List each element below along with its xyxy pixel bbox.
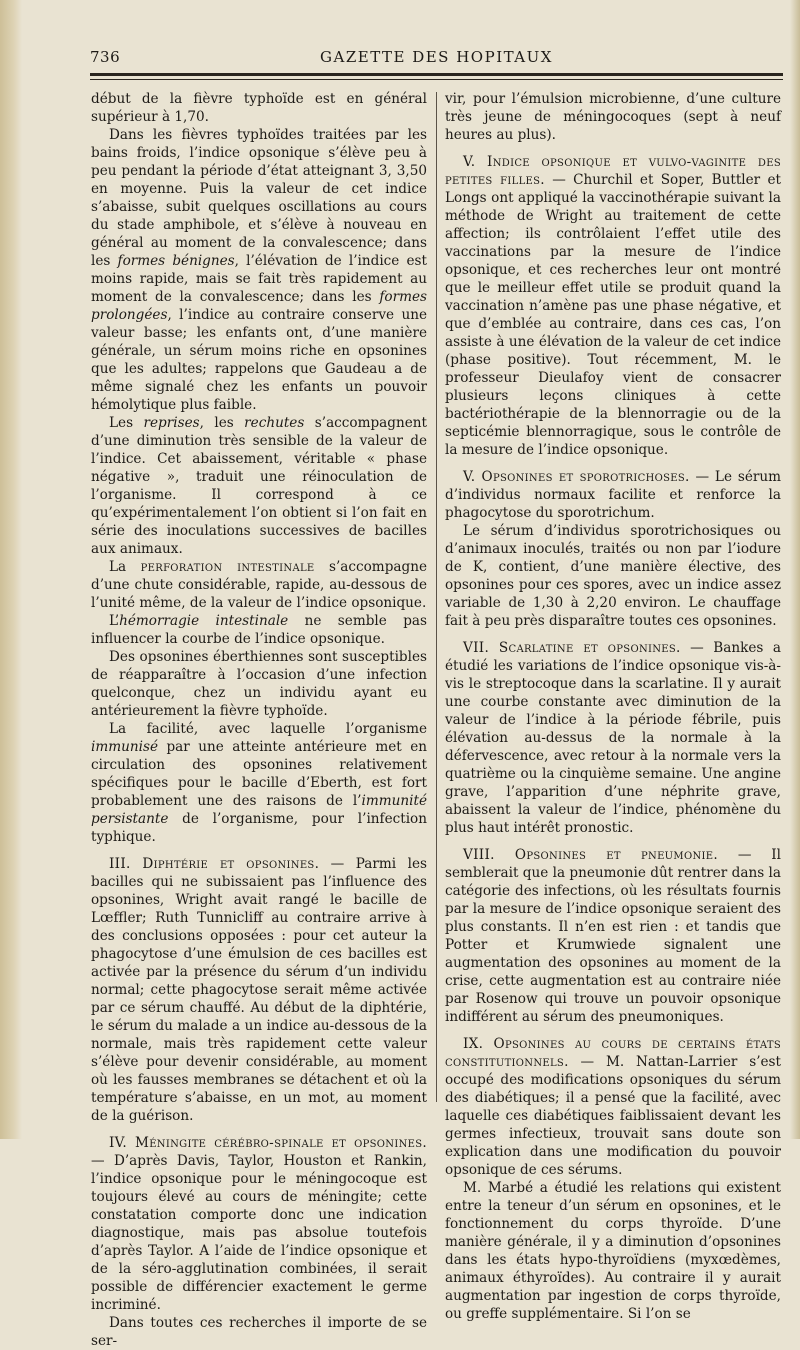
section-vulvovaginitis: V. Indice opsonique et vulvo-vaginite des petites filles. — Churchil et Soper, Buttler et Longs ont appliqué la vaccinothérapie suivant la méthode de Wright au traitement de cette affection; ils contrôlaient l’effet utile des vaccinations par la mesure de l’indice opsonique, et ces recherches leur ont montré que le meilleur effet utile se produit quand la vaccination n’amène pas une phase négative, et que d’emblée au contraire, dans ces cas, l’on assiste à une élévation de la valeur de cet indice (phase positive). Tout récemment, M. le professeur Dieulafoy vient de consacrer plusieurs leçons cliniques à cette bactériothérapie de la blennorragie ou de la septicémie blennorragique, sous le contrôle de la mesure de l’indice opsonique. (445, 154, 781, 458)
paragraph: La facilité, avec laquelle l’organisme immunisé par une atteinte antérieure met en circulation des opsonines relativement spécifiques pour le bacille d’Eberth, est fort probablement une des raisons de l’immunité persistante de l’organisme, pour l’infection typhique. (91, 721, 427, 845)
page-edge-shadow (790, 0, 800, 1139)
section-heading: III. Diphtérie et opsonines. (109, 856, 320, 872)
emphasis: hémorragie intestinale (119, 613, 289, 629)
paragraph: Dans les fièvres typhoïdes traitées par les bains froids, l’indice opsonique s’élève peu à peu pendant la période d’état atteignant 3, 3,50 en moyenne. Puis la valeur de cet indice s’abaisse, subit quelques oscillations au cours du stade amphibole, et s’élève à nouveau en général au moment de la convalescence; dans les formes bénignes, l’élévation de l’indice est moins rapide, mais se fait très rapidement au moment de la convalescence; dans les formes prolongées, l’indice au contraire conserve une valeur basse; les enfants ont, d’une manière générale, un sérum moins riche en opsonines que les adultes; rappelons que Gaudeau a de même signalé chez les enfants un pouvoir hémolytique plus faible. (91, 127, 427, 413)
section-scarlet-fever: VII. Scarlatine et opsonines. — Bankes a étudié les variations de l’indice opsonique vis-à-vis le streptocoque dans la scarlatine. Il y aurait une courbe constante avec diminution de la valeur de l’indice à la période fébrile, puis élévation au-dessus de la normale à la défervescence, avec retour à la normale vers la quatrième ou la cinquième semaine. Une angine grave, l’apparition d’une néphrite grave, abaissent la valeur de l’indice, phénomène du plus haut intérêt pronostic. (445, 640, 781, 836)
left-column (91, 90, 427, 1350)
section-constitutional-states: IX. Opsonines au cours de certains états constitutionnels. — M. Nattan-Larrier s’est occupé des modifications opsoniques du sérum des diabétiques; il a pensé que la facilité, avec laquelle ces diabétiques faiblissaient devant les germes infectieux, trouvait sans doute son explication dans une modification du pouvoir opsonique de ces sérums. (445, 1036, 781, 1178)
paragraph: début de la fièvre typhoïde est en général supérieur à 1,70. (91, 91, 427, 125)
header-rule-thick (90, 73, 783, 76)
emphasis: formes prolongées (91, 289, 427, 323)
section-heading: VII. Scarlatine et opsonines. (463, 640, 681, 656)
right-column (445, 90, 781, 1323)
section-heading: IV. Méningite cérébro-spinale et opsonines. (109, 1135, 427, 1151)
emphasis: immunité persistante (91, 793, 427, 827)
section-heading: IX. Opsonines au cours de certains états constitutionnels. (445, 1036, 781, 1070)
section-heading: V. Indice opsonique et vulvo-vaginite des petites filles. (445, 154, 781, 188)
paragraph: M. Marbé a étudié les relations qui existent entre la teneur d’un sérum en opsonines, et le fonctionnement du corps thyroïde. D’une manière générale, il y a diminution d’opsonines dans les états hypo-thyroïdiens (myxœdèmes, animaux éthyroïdes). Au contraire il y aurait augmentation par ingestion de corps thyroïde, ou greffe supplémentaire. Si l’on se (445, 1180, 781, 1322)
emphasis: reprises (143, 415, 200, 431)
emphasis: formes bénignes (117, 253, 235, 269)
section-diphtheria: III. Diphtérie et opsonines. — Parmi les bacilles qui ne subissaient pas l’influence des opsonines, Wright avait rangé le bacille de Lœffler; Ruth Tunnicliff au contraire arrive à des conclusions opposées : pour cet auteur la phagocytose d’une émulsion de ces bacilles est activée par la présence du sérum d’un individu normal; cette phagocytose serait même activée par ce sérum chauffé. Au début de la diphtérie, le sérum du malade a un indice au-dessous de la normale, mais très rapidement cette valeur s’élève pour devenir considérable, au moment où les fausses membranes se détachent et où la température s’abaisse, en un mot, au moment de la guérison. (91, 856, 427, 1124)
page-header (90, 42, 783, 68)
emphasis: immunisé (91, 739, 159, 755)
paragraph: La perforation intestinale s’accompagne d’une chute considérable, rapide, au-dessous de l’unité même, de la valeur de l’indice opsonique. (91, 559, 427, 611)
small-caps-term: perforation intestinale (140, 559, 315, 575)
paragraph: vir, pour l’émulsion microbienne, d’une culture très jeune de méningocoques (sept à neuf heures au plus). (445, 91, 781, 143)
section-heading: VIII. Opsonines et pneumonie. (463, 847, 718, 863)
paragraph: Le sérum d’individus sporotrichosiques ou d’animaux inoculés, traités ou non par l’iodure de K, contient, d’une manière élective, des opsonines pour ces spores, avec un indice assez variable de 1,30 à 2,20 environ. Le chauffage fait à peu près disparaître toutes ces opsonines. (445, 523, 781, 629)
section-sporotrichosis: V. Opsonines et sporotrichoses. — Le sérum d’individus normaux facilite et renforce la phagocytose du sporotrichum. (445, 469, 782, 521)
paragraph: L’hémorragie intestinale ne semble pas influencer la courbe de l’indice opsonique. (91, 613, 427, 647)
header-rule-thin (90, 79, 783, 80)
column-divider (436, 92, 437, 1102)
page-binding-shadow (0, 0, 22, 1139)
section-heading: V. Opsonines et sporotrichoses. (463, 469, 690, 485)
paragraph: Dans toutes ces recherches il importe de se ser- (91, 1315, 427, 1349)
emphasis: rechutes (244, 415, 305, 431)
paragraph: Des opsonines éberthiennes sont susceptibles de réapparaître à l’occasion d’une infection quelconque, chez un individu ayant eu antérieurement la fièvre typhoïde. (91, 649, 427, 719)
paragraph: Les reprises, les rechutes s’accompagnent d’une diminution très sensible de la valeur de l’indice. Cet abaissement, véritable « phase négative », traduit une réinoculation de l’organisme. Il correspond à ce qu’expérimentalement l’on obtient si l’on fait en série des inoculations successives de bacilles aux animaux. (91, 415, 427, 557)
journal-title: GAZETTE DES HOPITAUX (320, 48, 553, 66)
section-meningitis: IV. Méningite cérébro-spinale et opsonines. — D’après Davis, Taylor, Houston et Rankin, l’indice opsonique pour le méningocoque est toujours élevé au cours de méningite; cette constatation comporte donc une indication diagnostique, mais pas absolue toutefois d’après Taylor. A l’aide de l’indice opsonique et de la séro-agglutination combinées, il serait possible de différencier exactement le germe incriminé. (91, 1135, 427, 1313)
page-number: 736 (90, 48, 121, 66)
section-pneumonia: VIII. Opsonines et pneumonie. — Il semblerait que la pneumonie dût rentrer dans la catégorie des infections, où les résultats fournis par la mesure de l’indice opsonique seraient des plus constants. Il n’en est rien : et tandis que Potter et Krumwiede signalent une augmentation des opsonines au moment de la crise, cette augmentation est au contraire niée par Rosenow qui trouve un pouvoir opsonique indifférent au sérum des pneumoniques. (445, 847, 781, 1025)
